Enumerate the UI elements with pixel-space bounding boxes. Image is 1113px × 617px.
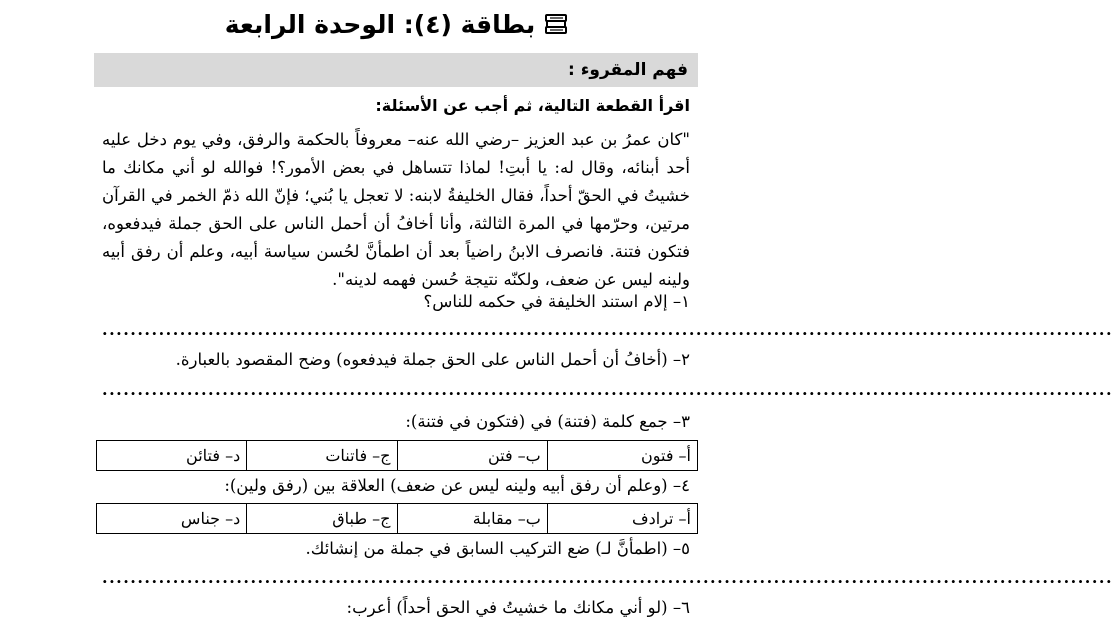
instruction-text: اقرأ القطعة التالية، ثم أجب عن الأسئلة: [375, 96, 690, 115]
answer-line-1[interactable]: ............................................................................................................................................... [102, 320, 1113, 339]
options-table-4 [96, 503, 698, 534]
option-b[interactable]: ب– مقابلة [397, 504, 547, 534]
option-d[interactable]: د– فتائن [97, 441, 247, 471]
answer-line-5[interactable]: ............................................................................................................................................... [102, 568, 1113, 587]
option-c[interactable]: ج– فاتنات [247, 441, 397, 471]
option-b[interactable]: ب– فتن [397, 441, 547, 471]
card-title [0, 4, 794, 44]
page-title: بطاقة (٤): الوحدة الرابعة [224, 9, 536, 39]
question-4: ٤– (وعلم أن رفق أبيه ولينه ليس عن ضعف) العلاقة بين (رفق ولين): [224, 476, 690, 495]
options-table-3 [96, 440, 698, 471]
question-1: ١– إلام استند الخليفة في حكمه للناس؟ [423, 292, 690, 311]
option-a[interactable]: أ– فتون [547, 441, 697, 471]
option-c[interactable]: ج– طباق [247, 504, 397, 534]
section-title: فهم المقروء : [568, 60, 688, 80]
section-heading [94, 53, 698, 87]
question-5: ٥– (اطمأنَّ لـ) ضع التركيب السابق في جملة من إنشائك. [305, 539, 690, 558]
question-6: ٦– (لو أني مكانك ما خشيتُ في الحق أحداً) أعرب: [346, 598, 690, 617]
reading-passage: "كان عمرُ بن عبد العزيز –رضي الله عنه– معروفاً بالحكمة والرفق، وفي يوم دخل عليه أحد أبنائه، وقال له: يا أبتِ! لماذا تتساهل في بعض الأمور؟! فوالله لو أني مكانك ما خشيتُ في الحقّ أحداً، فقال الخليفةُ لابنه: لا تعجل يا بُني؛ فإنّ الله ذمّ الخمر في القرآن مرتين، وحرّمها في المرة الثالثة، وأنا أخافُ أن أحمل الناس على الحق جملة فيدفعوه، فتكون فتنة. فانصرف الابنُ راضياً بعد أن اطمأنَّ لحُسن سياسة أبيه، وعلم أن رفق أبيه ولينه ليس عن ضعف، ولكنّه نتيجة حُسن فهمه لدينه". [102, 130, 690, 289]
option-a[interactable]: أ– ترادف [547, 504, 697, 534]
question-3: ٣– جمع كلمة (فتنة) في (فتكون في فتنة): [405, 412, 690, 431]
question-2: ٢– (أخافُ أن أحمل الناس على الحق جملة فيدفعوه) وضح المقصود بالعبارة. [175, 350, 690, 369]
books-icon [543, 11, 569, 37]
option-d[interactable]: د– جناس [97, 504, 247, 534]
answer-line-2[interactable]: ............................................................................................................................................... [102, 380, 1113, 399]
